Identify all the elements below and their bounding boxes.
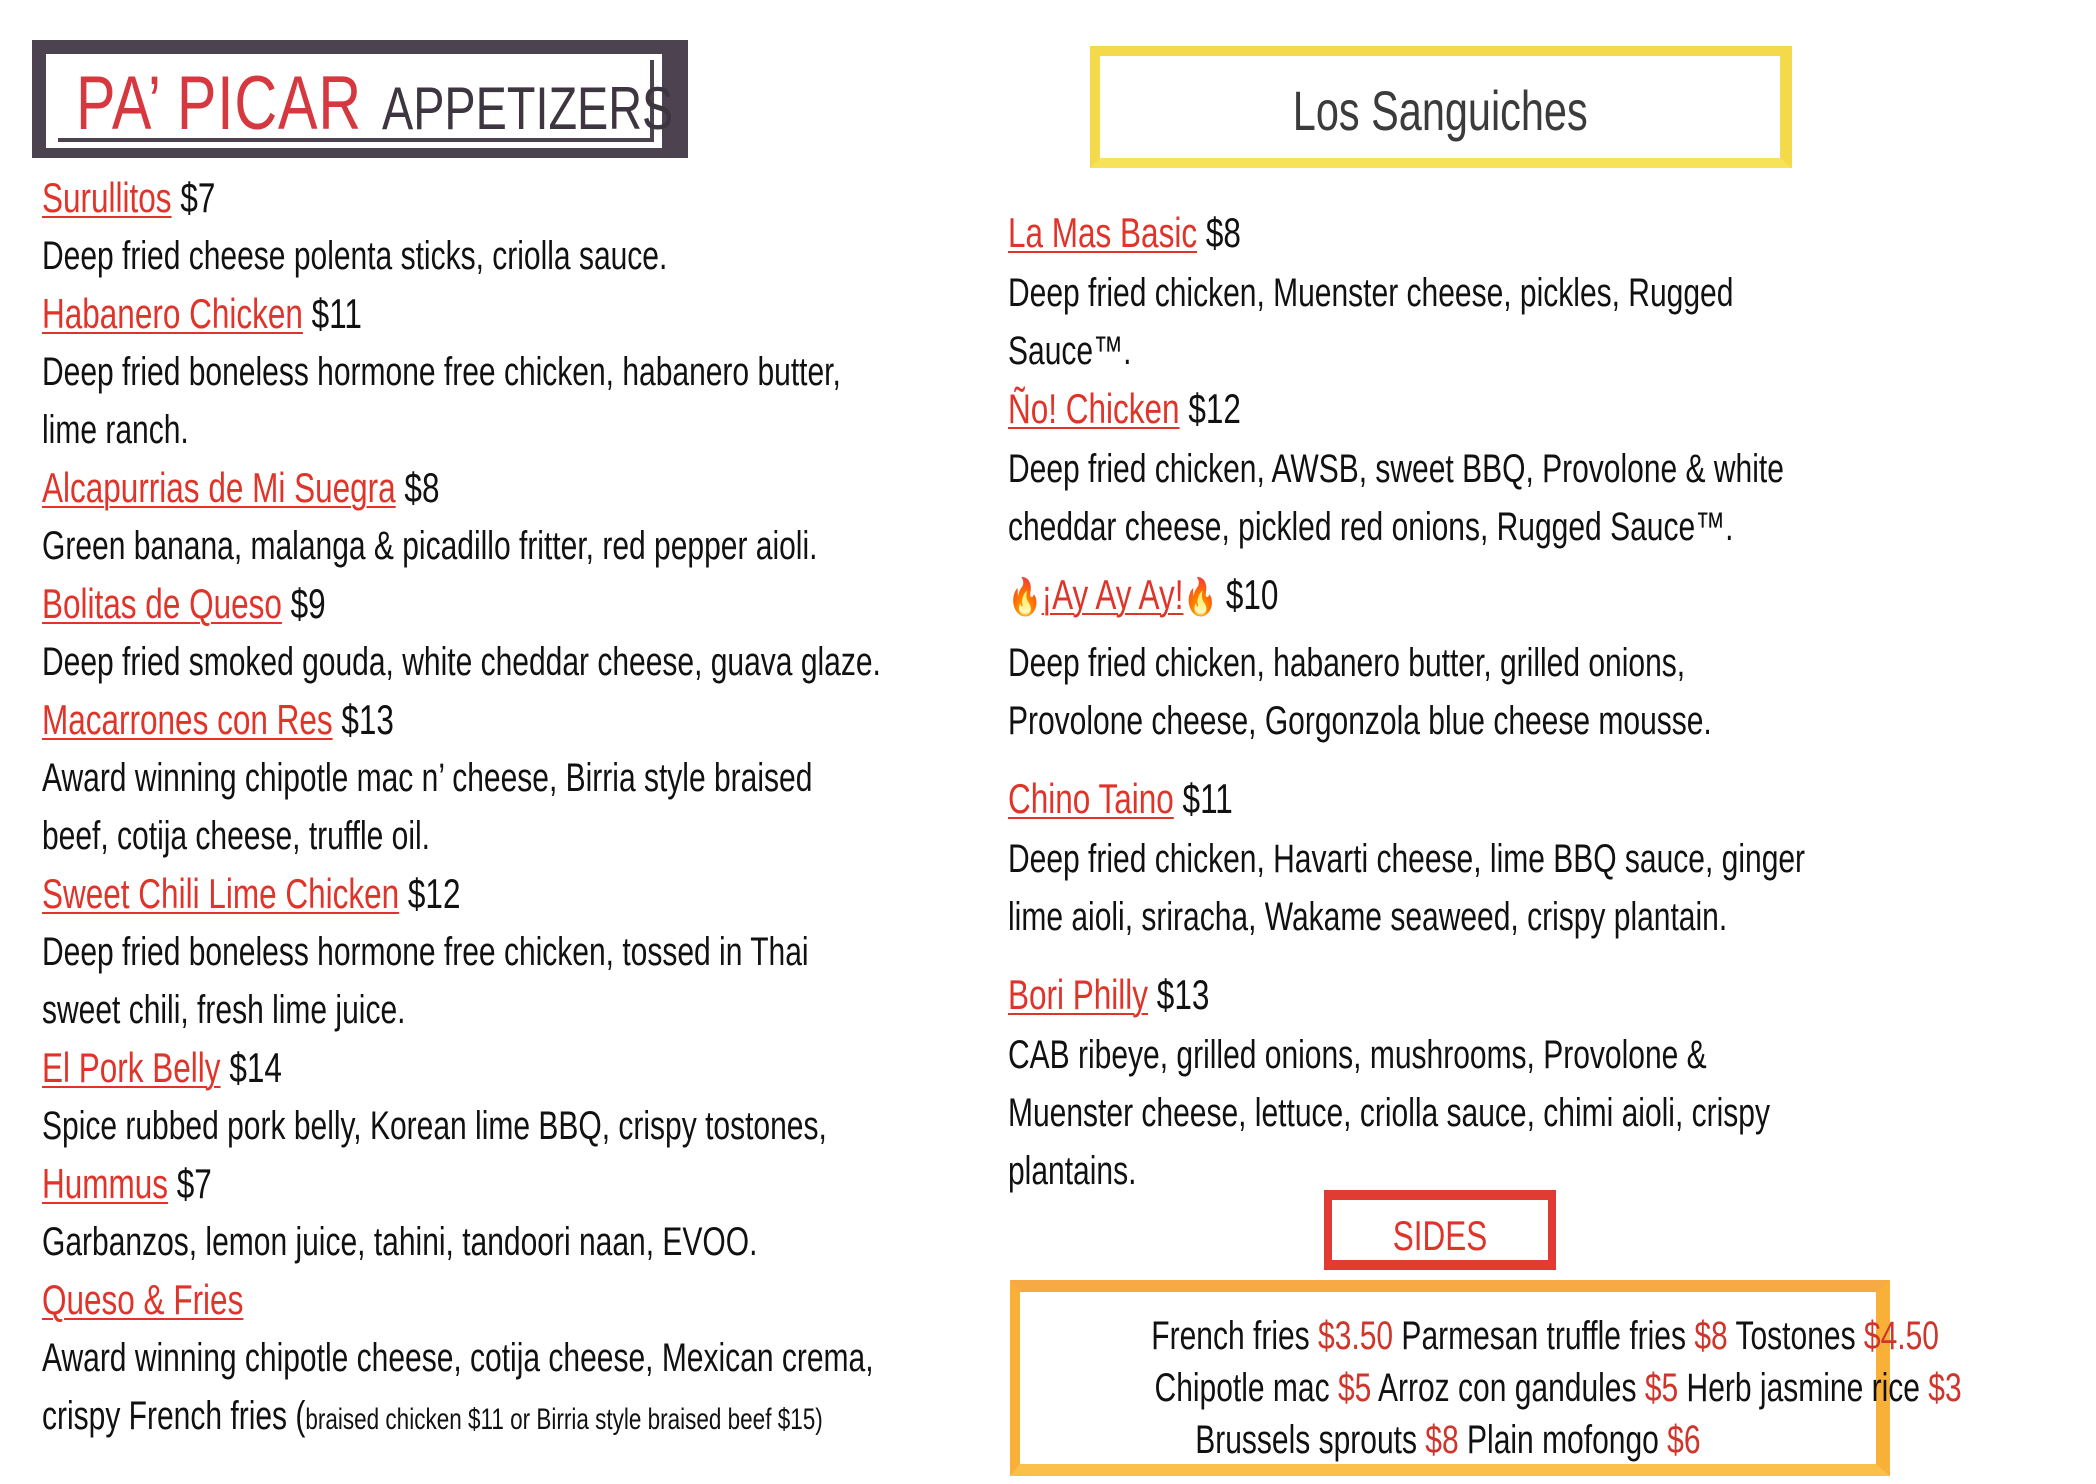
menu-item-price: $14 xyxy=(229,1044,282,1091)
menu-item-heading xyxy=(42,1156,212,1212)
menu-item-name[interactable]: Sweet Chili Lime Chicken xyxy=(42,870,400,917)
menu-item-heading xyxy=(1008,771,1233,827)
menu-item-name[interactable]: Habanero Chicken xyxy=(42,290,303,337)
menu-item-price: $12 xyxy=(407,870,461,917)
sides-header xyxy=(1324,1190,1556,1270)
side-item-name: French fries xyxy=(1151,1314,1319,1358)
side-item-name: Tostones xyxy=(1735,1314,1864,1358)
menu-item-description: Deep fried cheese polenta sticks, criolla sauce. xyxy=(42,234,668,278)
menu-item-price: $8 xyxy=(1205,209,1241,256)
menu-item-price: $9 xyxy=(290,580,326,627)
side-item-name: Plain mofongo xyxy=(1467,1418,1668,1462)
menu-item-name[interactable]: Surullitos xyxy=(42,174,172,221)
sides-title: SIDES xyxy=(1392,1212,1488,1259)
sides-row-content xyxy=(1195,1418,1700,1463)
sanguiches-title: Los Sanguiches xyxy=(1292,79,1588,142)
side-item-price: $5 xyxy=(1337,1366,1372,1410)
menu-item-description: cheddar cheese, pickled red onions, Rugged Sauce™. xyxy=(1008,505,1734,549)
sides-row-content xyxy=(1151,1314,1939,1359)
menu-item-heading xyxy=(42,1040,282,1096)
menu-item-description: beef, cotija cheese, truffle oil. xyxy=(42,814,431,858)
menu-item-description: sweet chili, fresh lime juice. xyxy=(42,988,406,1032)
menu-item-heading xyxy=(42,170,215,226)
menu-item-price: $11 xyxy=(311,290,362,337)
menu-item-description: lime ranch. xyxy=(42,408,189,452)
side-item-price: $6 xyxy=(1667,1418,1701,1462)
menu-item-description: Spice rubbed pork belly, Korean lime BBQ, crispy tostones, xyxy=(42,1104,827,1148)
sides-row xyxy=(1020,1366,1962,1411)
menu-item-price: $11 xyxy=(1182,775,1233,822)
menu-item-description: Deep fried boneless hormone free chicken, tossed in Thai xyxy=(42,930,809,974)
menu-item-name[interactable]: Hummus xyxy=(42,1160,169,1207)
side-item-price: $8 xyxy=(1425,1418,1459,1462)
sides-row-content xyxy=(1155,1366,1962,1411)
menu-item-description: Award winning chipotle mac n’ cheese, Birria style braised xyxy=(42,756,813,800)
sides-row xyxy=(1020,1314,1939,1359)
menu-item-price: $13 xyxy=(1156,971,1210,1018)
menu-item-heading xyxy=(42,866,460,922)
side-item-name: Brussels sprouts xyxy=(1195,1418,1426,1462)
menu-item-description: Deep fried boneless hormone free chicken, habanero butter, xyxy=(42,350,841,394)
menu-item-name[interactable]: Macarrones con Res xyxy=(42,696,333,743)
menu-item-heading xyxy=(42,692,394,748)
menu-item-description: Deep fried smoked gouda, white cheddar cheese, guava glaze. xyxy=(42,640,881,684)
menu-item-heading xyxy=(1008,205,1241,261)
menu-item-description: Sauce™. xyxy=(1008,329,1132,373)
menu-item-description: Green banana, malanga & picadillo fritter, red pepper aioli. xyxy=(42,524,818,568)
menu-item-heading xyxy=(1008,967,1209,1023)
side-item-name: Arroz con gandules xyxy=(1378,1366,1645,1410)
menu-item-name[interactable]: Ño! Chicken xyxy=(1008,385,1180,432)
menu-item-heading xyxy=(1008,567,1278,623)
menu-item-heading xyxy=(42,1272,243,1328)
menu-item-name[interactable]: ¡Ay Ay Ay! xyxy=(1041,571,1184,618)
menu-item-heading xyxy=(42,576,326,632)
side-item-name: Chipotle mac xyxy=(1154,1366,1338,1410)
pa-picar-title: PA’ PICAR xyxy=(76,61,362,146)
appetizers-header xyxy=(32,40,688,158)
sanguiches-header xyxy=(1090,46,1792,168)
menu-item-description: Deep fried chicken, habanero butter, grilled onions, xyxy=(1008,641,1686,685)
menu-item-price: $8 xyxy=(404,464,440,511)
menu-item-description: plantains. xyxy=(1008,1149,1137,1193)
menu-item-description: Garbanzos, lemon juice, tahini, tandoori naan, EVOO. xyxy=(42,1220,758,1264)
sides-row xyxy=(1020,1418,1876,1463)
menu-item-name[interactable]: Bori Philly xyxy=(1008,971,1149,1018)
menu-item-description: Provolone cheese, Gorgonzola blue cheese mousse. xyxy=(1008,699,1712,743)
menu-item-name[interactable]: Bolitas de Queso xyxy=(42,580,282,627)
side-item-name: Herb jasmine rice xyxy=(1686,1366,1929,1410)
side-item-price: $4.50 xyxy=(1863,1314,1939,1358)
menu-item-price: $13 xyxy=(341,696,394,743)
side-item-price: $3 xyxy=(1928,1366,1962,1410)
menu-item-heading xyxy=(1008,381,1241,437)
menu-item-description: Deep fried chicken, Havarti cheese, lime BBQ sauce, ginger xyxy=(1008,837,1806,881)
menu-item-price: $7 xyxy=(176,1160,212,1207)
menu-item-description: Muenster cheese, lettuce, criolla sauce, chimi aioli, crispy xyxy=(1008,1091,1770,1135)
menu-item-price: $7 xyxy=(180,174,216,221)
menu-item-description: Award winning chipotle cheese, cotija cheese, Mexican crema, xyxy=(42,1336,874,1380)
menu-item-description: lime aioli, sriracha, Wakame seaweed, crispy plantain. xyxy=(1008,895,1728,939)
menu-item-description: CAB ribeye, grilled onions, mushrooms, Provolone & xyxy=(1008,1033,1707,1077)
side-item-name: Parmesan truffle fries xyxy=(1401,1314,1695,1358)
menu-item-name[interactable]: Queso & Fries xyxy=(42,1276,244,1323)
menu-item-description: Deep fried chicken, AWSB, sweet BBQ, Provolone & white xyxy=(1008,447,1784,491)
sides-box xyxy=(1010,1280,1962,1476)
queso-line-main: crispy French fries ( xyxy=(42,1394,306,1438)
menu-item-price: $12 xyxy=(1188,385,1241,432)
menu-item-heading xyxy=(42,286,362,342)
appetizers-title: APPETIZERS xyxy=(382,75,674,142)
menu-item-heading xyxy=(42,460,439,516)
menu-item-description: Deep fried chicken, Muenster cheese, pickles, Rugged xyxy=(1008,271,1734,315)
flame-icon: 🔥 xyxy=(1008,576,1042,617)
menu-item-name[interactable]: Chino Taino xyxy=(1008,775,1174,822)
menu-item-name[interactable]: El Pork Belly xyxy=(42,1044,221,1091)
menu-item-name[interactable]: Alcapurrias de Mi Suegra xyxy=(42,464,396,511)
side-item-price: $5 xyxy=(1644,1366,1679,1410)
menu-item-name[interactable]: La Mas Basic xyxy=(1008,209,1198,256)
menu-item-price: $10 xyxy=(1225,571,1279,618)
side-item-price: $8 xyxy=(1694,1314,1728,1358)
menu-item-description xyxy=(42,1388,823,1448)
flame-icon: 🔥 xyxy=(1183,576,1218,617)
side-item-price: $3.50 xyxy=(1318,1314,1394,1358)
queso-line-note: braised chicken $11 or Birria style braised beef $15) xyxy=(305,1403,823,1436)
